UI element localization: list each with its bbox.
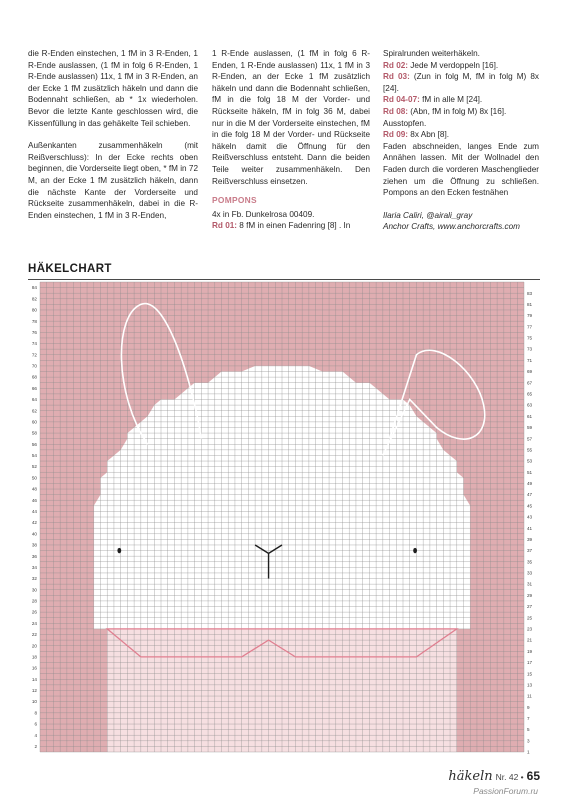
row-label-right: 73: [527, 346, 533, 352]
row-label-left: 84: [31, 285, 37, 291]
pompons-heading: POMPONS: [212, 195, 257, 206]
round-label: Rd 09:: [383, 130, 409, 140]
row-label-left: 18: [31, 654, 37, 660]
row-label-right: 15: [527, 671, 533, 677]
row-label-right: 41: [527, 525, 533, 531]
row-label-right: 35: [527, 559, 533, 565]
row-label-right: 5: [527, 727, 530, 733]
row-label-right: 25: [527, 615, 533, 621]
row-label-right: 47: [527, 492, 533, 498]
chart-title: HÄKELCHART: [28, 263, 112, 275]
round-text: Jede M verdoppeln [16].: [408, 60, 499, 70]
row-label-left: 16: [31, 665, 37, 671]
row-label-left: 52: [31, 464, 37, 470]
row-label-right: 23: [527, 626, 533, 632]
row-label-left: 68: [31, 374, 37, 380]
row-label-left: 36: [31, 553, 37, 559]
issue-number: Nr. 42 •: [495, 772, 524, 782]
row-label-left: 20: [31, 643, 37, 649]
row-label-left: 72: [31, 352, 37, 358]
row-label-left: 56: [31, 441, 37, 447]
magazine-brand: häkeln: [448, 769, 493, 784]
round-label: Rd 03:: [383, 72, 410, 82]
page-number: 65: [526, 769, 540, 783]
paragraph: Ausstopfen.: [383, 118, 427, 128]
row-label-left: 74: [31, 341, 37, 347]
left-eye: [117, 548, 121, 553]
row-label-right: 45: [527, 503, 533, 509]
row-label-left: 58: [31, 430, 37, 436]
row-label-right: 31: [527, 581, 533, 587]
row-label-right: 61: [527, 413, 533, 419]
row-label-left: 30: [31, 587, 37, 593]
row-label-left: 82: [31, 296, 37, 302]
row-label-right: 33: [527, 570, 533, 576]
round-label: Rd 04-07:: [383, 95, 420, 105]
row-label-right: 71: [527, 357, 533, 363]
row-label-left: 4: [34, 732, 37, 738]
row-label-left: 46: [31, 497, 37, 503]
row-label-left: 76: [31, 329, 37, 335]
row-label-right: 39: [527, 536, 533, 542]
row-label-left: 64: [31, 397, 37, 403]
row-label-right: 3: [527, 738, 530, 744]
row-label-right: 79: [527, 313, 533, 319]
row-label-left: 66: [31, 385, 37, 391]
row-label-left: 48: [31, 486, 37, 492]
row-label-left: 60: [31, 419, 37, 425]
row-label-right: 51: [527, 469, 533, 475]
row-label-right: 17: [527, 660, 533, 666]
row-label-right: 29: [527, 592, 533, 598]
row-label-right: 67: [527, 380, 533, 386]
row-label-right: 63: [527, 402, 533, 408]
row-label-right: 75: [527, 335, 533, 341]
row-label-right: 1: [527, 749, 530, 755]
row-label-right: 7: [527, 716, 530, 722]
credit-author: Ilaria Caliri, @airali_gray: [383, 210, 473, 220]
row-label-left: 14: [31, 676, 37, 682]
row-label-left: 6: [34, 721, 37, 727]
paragraph: die R-Enden einstechen, 1 fM in 3 R-Enden, 1 R-Ende auslassen, (1 fM in folg 6 R-Enden, 1 R-Ende auslassen) 11x, 1 fM in 3 R-Enden, an der Ecke 1 fM zusätzlich häkeln und dann die Bodennaht schließen, ab * 1x wiederholen. Bevor die letzte Kante geschlossen wird, die Kissenfüllung in das gehäkelte Teil schieben.: [28, 49, 198, 128]
row-label-right: 9: [527, 704, 530, 710]
paragraph: Faden abschneiden, langes Ende zum Annähen lassen. Mit der Wollnadel den Faden durch die vorderen Maschenglieder ziehen um die Öffnung zu schließen. Pompons an den Ecken festnähen: [383, 141, 539, 198]
row-label-left: 78: [31, 318, 37, 324]
row-label-left: 10: [31, 699, 37, 705]
row-label-left: 28: [31, 598, 37, 604]
row-label-right: 27: [527, 604, 533, 610]
row-label-right: 57: [527, 436, 533, 442]
row-label-left: 32: [31, 576, 37, 582]
row-label-left: 80: [31, 307, 37, 313]
row-label-right: 13: [527, 682, 533, 688]
row-label-right: 19: [527, 648, 533, 654]
row-label-right: 81: [527, 301, 533, 307]
row-label-left: 70: [31, 363, 37, 369]
row-label-right: 59: [527, 425, 533, 431]
row-label-left: 42: [31, 520, 37, 526]
left-row-labels: [32, 285, 38, 749]
paragraph: 4x in Fb. Dunkelrosa 00409.: [212, 209, 315, 219]
round-text: (Abn, fM in folg M) 8x [16].: [408, 106, 507, 116]
watermark: PassionForum.ru: [473, 786, 538, 796]
row-label-left: 12: [31, 688, 37, 694]
row-label-left: 2: [34, 744, 37, 750]
paragraph: Spiralrunden weiterhäkeln.: [383, 49, 480, 58]
round-label: Rd 02:: [383, 60, 409, 70]
row-label-right: 21: [527, 637, 533, 643]
round-text: 8x Abn [8].: [408, 130, 449, 140]
row-label-left: 26: [31, 609, 37, 615]
row-label-left: 54: [31, 453, 37, 459]
row-label-right: 55: [527, 447, 533, 453]
row-label-left: 22: [31, 632, 37, 638]
row-label-left: 40: [31, 531, 37, 537]
round-text: 8 fM in einen Fadenring [8] . In: [237, 221, 351, 231]
paragraph: 1 R-Ende auslassen, (1 fM in folg 6 R-Enden, 1 R-Ende auslassen) 11x, 1 fM in 3 R-Enden, an der Ecke 1 fM zusätzlich häkeln und dann die Bodennaht schließen, fM in die folg 18 M der Vorder- und Rückseite häkeln, fM in folg 36 M, dabei nur in die M der Vorderseite einstechen, fM in die folg 18 M der Vorder- und Rückseite häkeln damit die Öffnung für den Reißverschluss entsteht. Dann die beiden Teile weiter zusammenhäkeln. Den Reißverschluss einsetzen.: [212, 49, 370, 186]
round-label: Rd 01:: [212, 221, 238, 231]
row-label-right: 37: [527, 548, 533, 554]
page-footer: [448, 769, 540, 784]
right-row-labels: [527, 291, 533, 755]
row-label-left: 44: [31, 509, 37, 515]
paragraph: Außenkanten zusammenhäkeln (mit Reißverschluss): In der Ecke rechts oben beginnen, die Vorderseite liegt oben, * fM in 72 M, an der Ecke 1 fM zusätzlich häkeln, dann die nächste Kante der Vorderseite und Rückseite zusammenhäkeln, dabei in die R-Enden einstechen, 1 fM in 3 R-Enden,: [28, 141, 198, 220]
credit-company: Anchor Crafts, www.anchorcrafts.com: [383, 222, 520, 232]
row-label-left: 34: [31, 564, 37, 570]
round-text: fM in alle M [24].: [419, 95, 483, 105]
right-eye: [413, 548, 417, 553]
row-label-left: 38: [31, 542, 37, 548]
row-label-left: 24: [31, 620, 37, 626]
row-label-left: 50: [31, 475, 37, 481]
round-label: Rd 08:: [383, 106, 409, 116]
row-label-left: 8: [34, 710, 37, 716]
row-label-right: 69: [527, 369, 533, 375]
row-label-right: 77: [527, 324, 533, 330]
row-label-left: 62: [31, 408, 37, 414]
round-text: (Zun in folg M, fM in folg M) 8x [24].: [383, 72, 539, 93]
row-label-right: 49: [527, 481, 533, 487]
row-label-right: 53: [527, 458, 533, 464]
row-label-right: 83: [527, 290, 533, 296]
row-label-right: 65: [527, 391, 533, 397]
row-label-right: 11: [527, 693, 532, 699]
row-label-right: 43: [527, 514, 533, 520]
